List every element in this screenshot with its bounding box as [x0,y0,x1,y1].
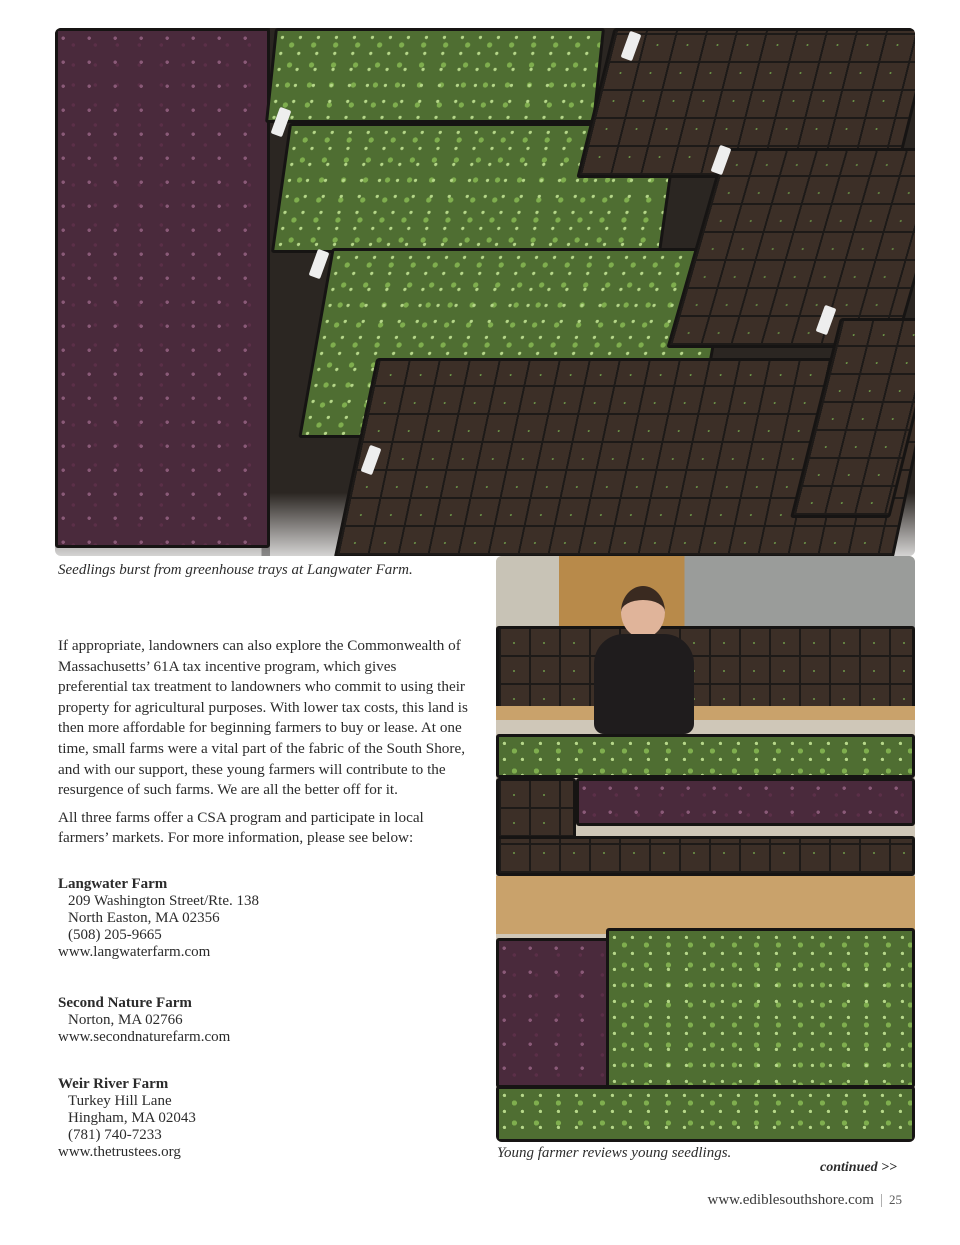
farm-listing-langwater [58,876,259,961]
farm-address-line: Norton, MA 02766 [68,1012,183,1028]
page-footer [707,1192,902,1209]
farm-name: Weir River Farm [58,1076,169,1092]
article-body [58,636,470,856]
farmer-torso [594,634,694,734]
green-seedling-tray [496,1086,915,1142]
farm-phone: (781) 740-7233 [68,1127,162,1143]
soil-tray [496,626,915,716]
page-number: 25 [889,1192,902,1207]
soil-tray [496,836,915,876]
purple-seedling-tray [55,28,270,548]
farm-name: Langwater Farm [58,876,168,892]
red-seedling-tray [576,778,915,826]
body-paragraph: If appropriate, landowners can also explore the Commonwealth of Massachusetts’ 61A tax incentive program, which gives preferential tax treatment to landowners who commit to using their property for agricultural purposes. With lower tax costs, this land is then more affordable for beginning farmers to buy or lease. At one time, small farms were a vital part of the fabric of the South Shore, and with our support, these young farmers will contribute to the resurgence of such farms. We are all the better off for it. [58,637,468,799]
continued-link[interactable]: continued >> [820,1160,898,1175]
farm-address-line: Hingham, MA 02043 [68,1110,196,1126]
green-seedling-tray [496,734,915,778]
young-farmer-photo [496,556,915,1142]
green-seedling-tray [606,928,915,1088]
farm-website[interactable]: www.secondnaturefarm.com [58,1029,231,1045]
farmer-head [621,586,665,638]
farm-address-line: North Easton, MA 02356 [68,910,220,926]
wooden-bench [496,706,915,720]
farm-name: Second Nature Farm [58,995,192,1011]
farm-listing-second-nature [58,995,230,1046]
farm-address-line: Turkey Hill Lane [68,1093,172,1109]
greenhouse-trays-photo [55,28,915,556]
purple-seedling-tray [496,938,616,1088]
farm-website[interactable]: www.thetrustees.org [58,1144,181,1160]
farmer-figure [586,586,696,746]
body-paragraph: All three farms offer a CSA program and participate in local farmers’ markets. For more information, please see below: [58,808,424,847]
farm-listing-weir-river [58,1076,196,1161]
wooden-bench [496,876,915,934]
footer-website[interactable]: www.ediblesouthshore.com [707,1192,874,1208]
farm-phone: (508) 205-9665 [68,927,162,943]
farm-website[interactable]: www.langwaterfarm.com [58,944,211,960]
farm-address-line: 209 Washington Street/Rte. 138 [68,893,260,909]
bottom-photo-caption: Young farmer reviews young seedlings. [497,1145,732,1161]
top-photo-caption: Seedlings burst from greenhouse trays at Langwater Farm. [58,562,413,578]
footer-separator: | [879,1192,883,1208]
green-seedling-tray [265,28,605,123]
